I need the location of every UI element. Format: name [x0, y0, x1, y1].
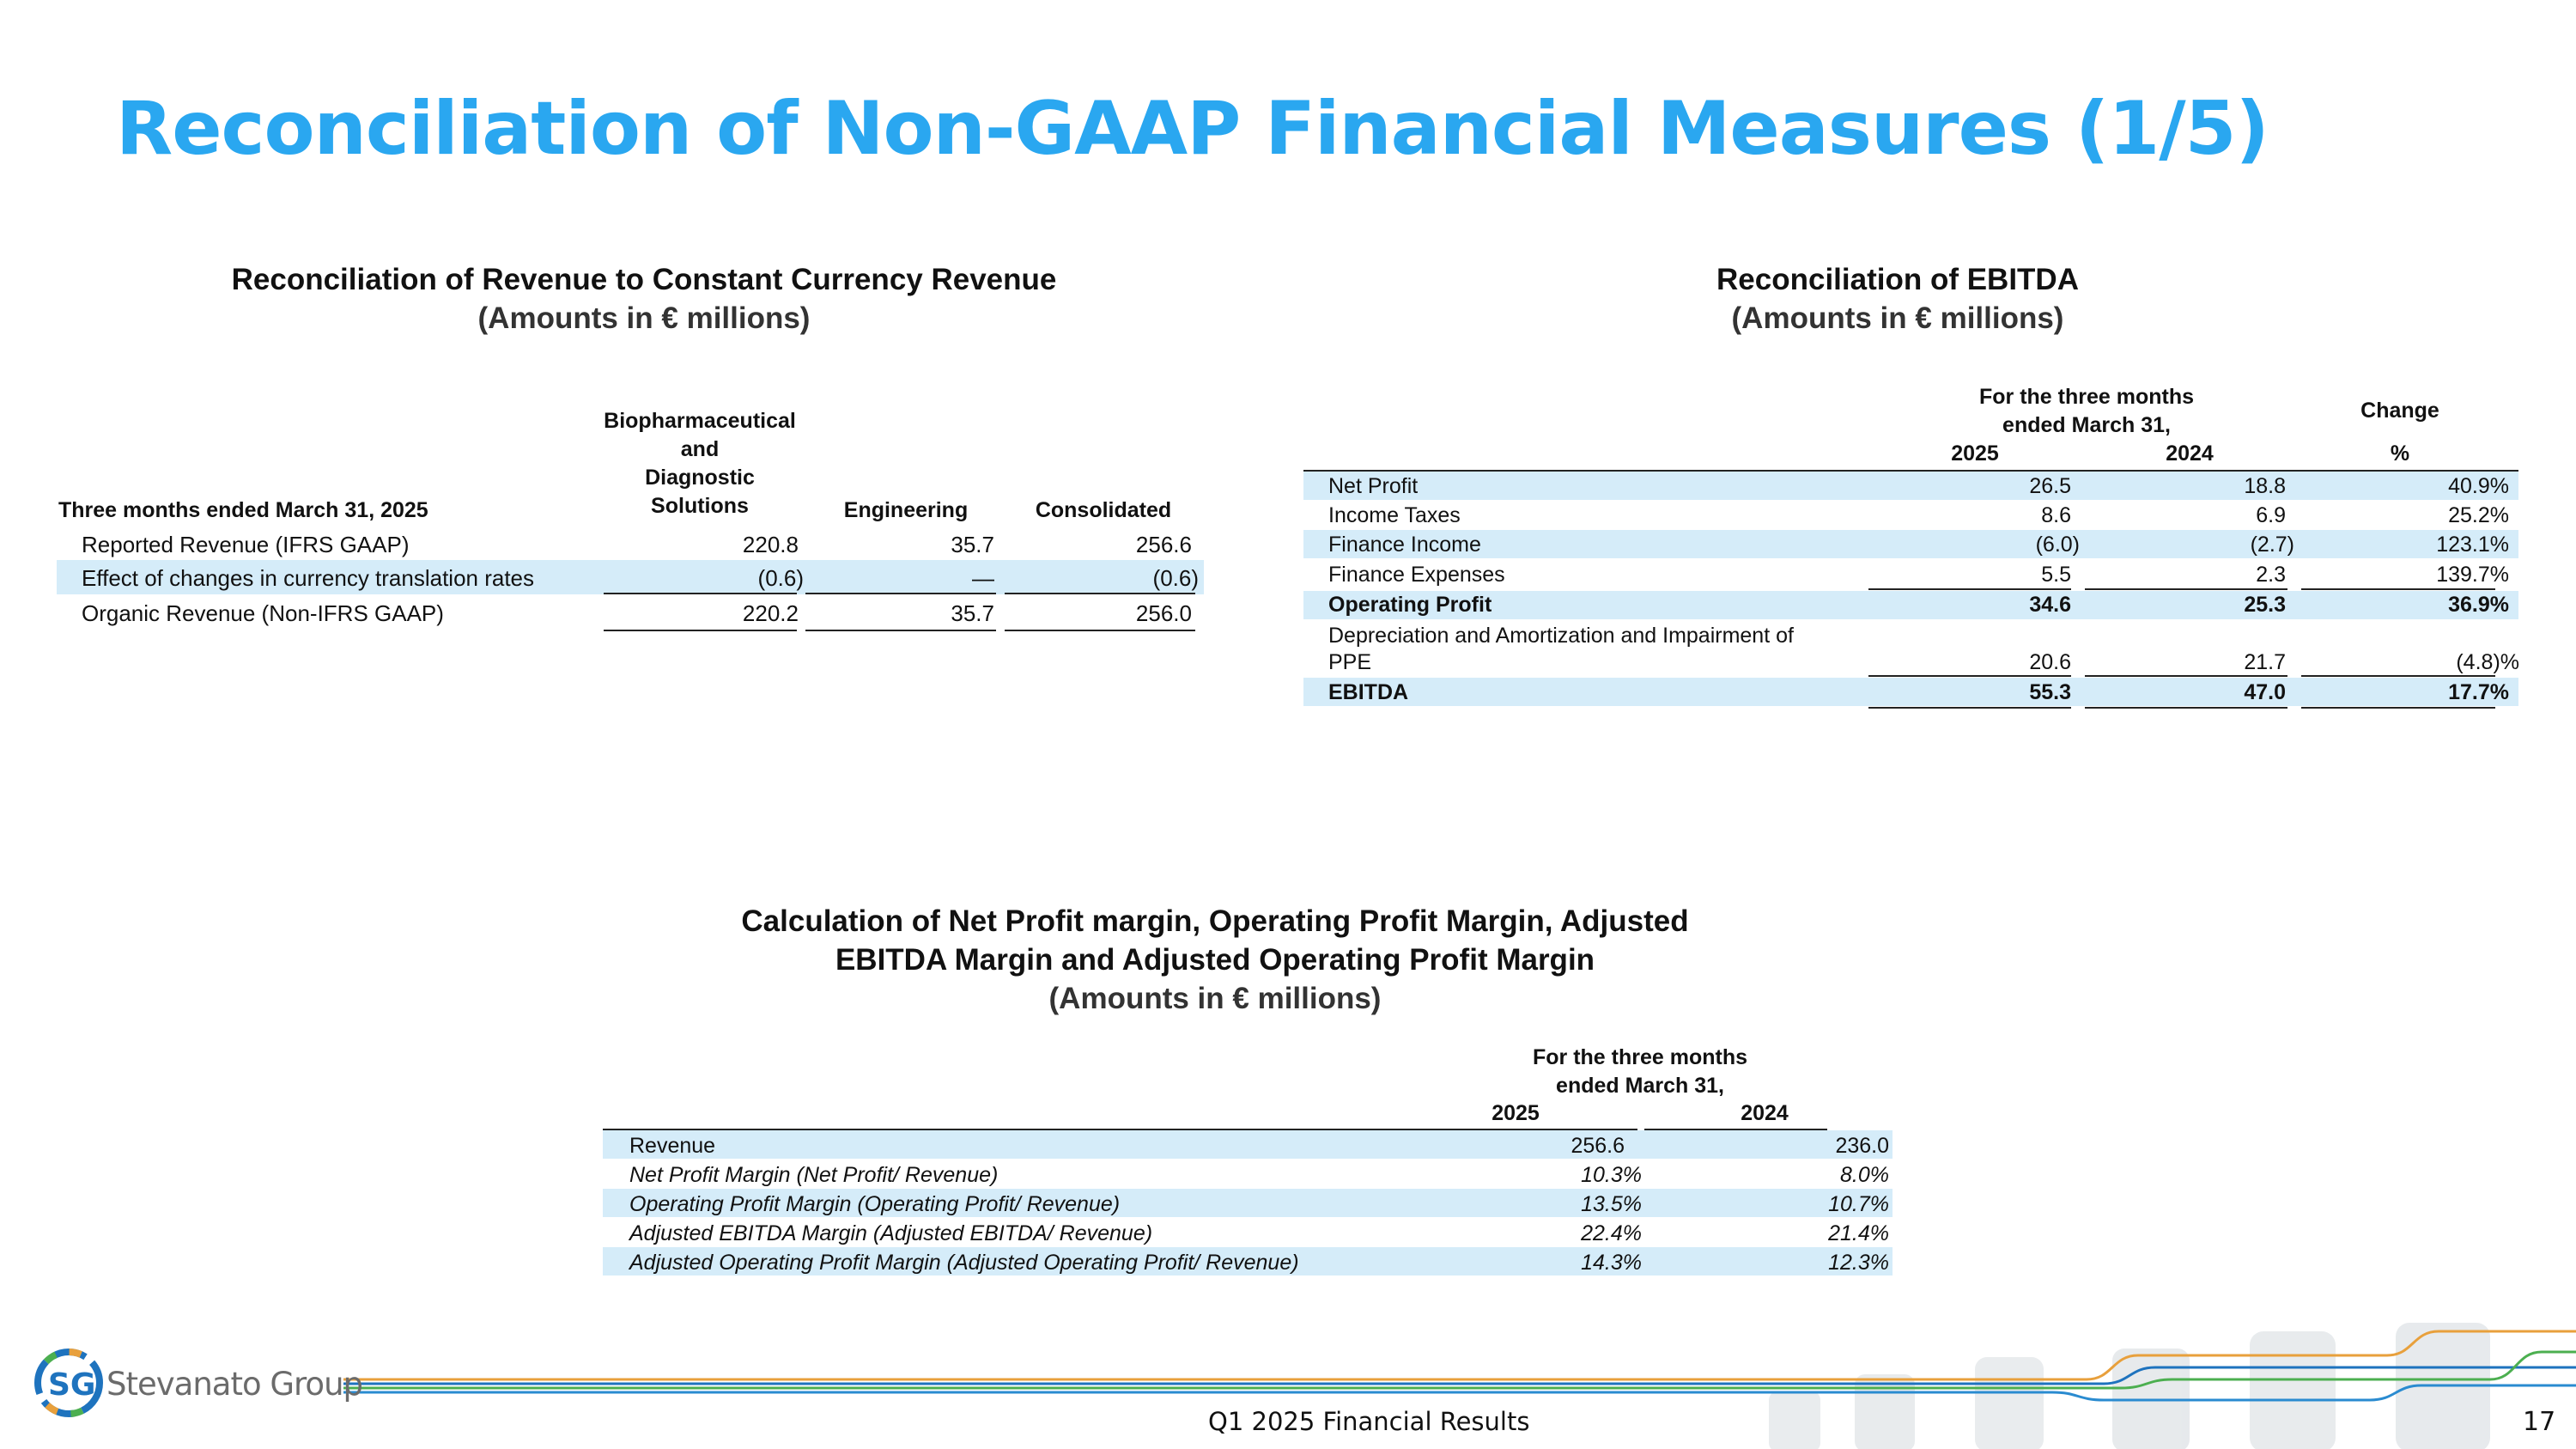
logo-mark-text: SG [48, 1367, 96, 1403]
divider [604, 630, 797, 631]
logo-mark-icon [38, 1352, 100, 1414]
vials-background-image [1769, 1323, 2490, 1449]
page-title: Reconciliation of Non-GAAP Financial Measures (1/5) [116, 86, 2269, 172]
page-number: 17 [2523, 1407, 2556, 1437]
revenue-title: Reconciliation of Revenue to Constant Currency Revenue (Amounts in € millions) [231, 263, 1057, 335]
revenue-col-cons-header: Consolidated [1035, 498, 1172, 522]
divider [805, 630, 996, 631]
revenue-col-label-header: Three months ended March 31, 2025 [58, 498, 428, 522]
margins-period-header: For the three months ended March 31, [1532, 1045, 1747, 1098]
footer-label: Q1 2025 Financial Results [1208, 1407, 1530, 1436]
divider [604, 593, 797, 594]
divider [2085, 707, 2287, 709]
divider [1005, 630, 1195, 631]
ebitda-col-2024: 2024 [2166, 441, 2214, 466]
revenue-col-bio-header: Biopharmaceutical and Diagnostic Solutions [604, 409, 796, 518]
divider [2301, 707, 2495, 709]
margins-title: Calculation of Net Profit margin, Operating Profit Margin, Adjusted EBITDA Margin and Adjusted Operating Profit Margin (Amounts in € millions) [741, 904, 1689, 1015]
margins-col-2024: 2024 [1741, 1101, 1789, 1125]
divider [1005, 593, 1195, 594]
ebitda-change-header: Change [2360, 399, 2439, 423]
divider [805, 593, 996, 594]
company-logo-text: Stevanato Group [106, 1366, 363, 1403]
ebitda-title: Reconciliation of EBITDA (Amounts in € millions) [1716, 263, 2079, 335]
divider [1868, 707, 2071, 709]
ebitda-col-2025: 2025 [1951, 441, 1999, 466]
ebitda-period-header: For the three months ended March 31, [1978, 385, 2194, 437]
margins-col-2025: 2025 [1492, 1101, 1540, 1125]
ebitda-col-pct: % [2390, 441, 2410, 466]
revenue-col-eng-header: Engineering [843, 498, 969, 522]
